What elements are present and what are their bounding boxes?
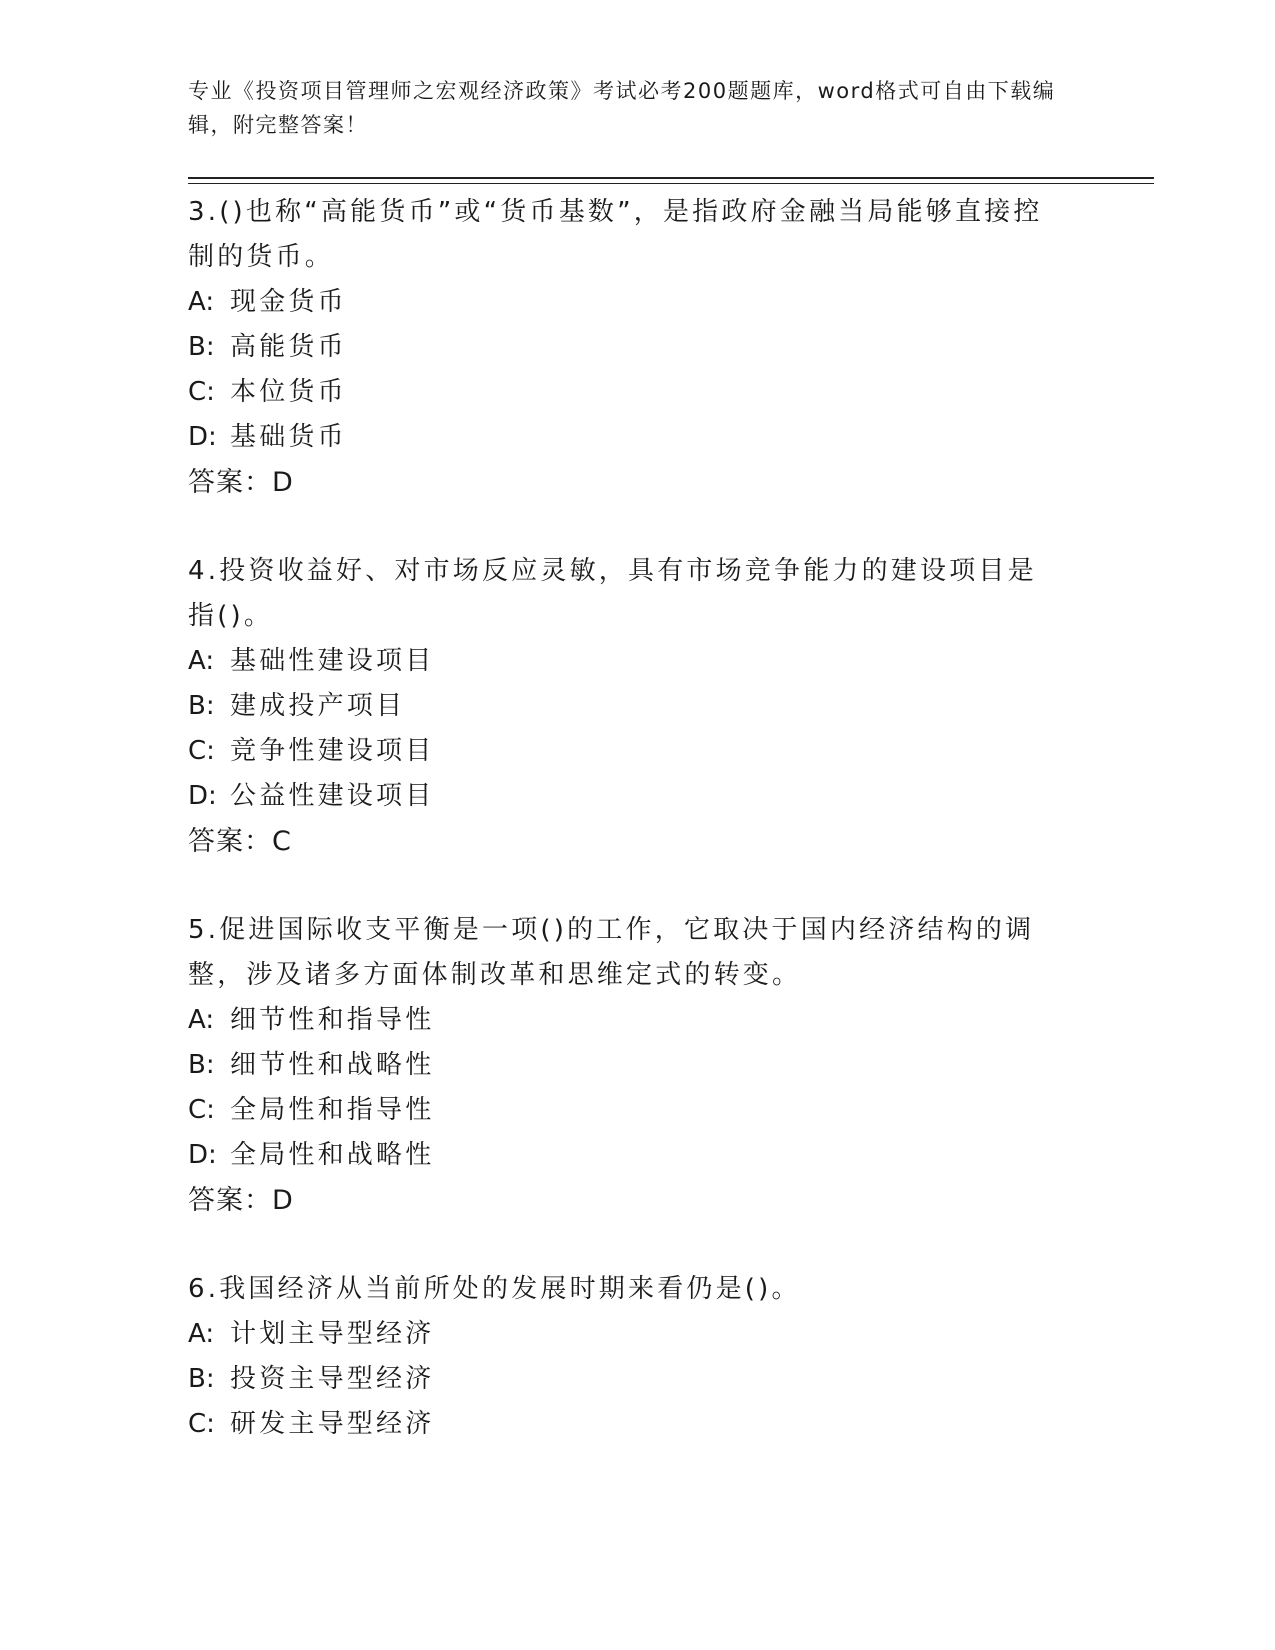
option-c (188, 729, 1088, 774)
option-letter: D: (188, 422, 217, 452)
option-text: 本位货币 (230, 377, 347, 407)
option-d (188, 774, 1088, 819)
option-letter: D: (188, 1140, 217, 1170)
answer-line: 答案：D (188, 1185, 294, 1216)
option-text: 高能货币 (230, 332, 347, 362)
option-c (188, 1402, 1088, 1447)
question-3 (188, 190, 1088, 505)
option-text: 投资主导型经济 (230, 1364, 435, 1394)
option-text: 基础性建设项目 (230, 646, 435, 676)
option-text: 全局性和指导性 (230, 1095, 435, 1125)
option-text: 建成投产项目 (230, 691, 406, 721)
option-c (188, 370, 1088, 415)
option-b (188, 1357, 1088, 1402)
option-letter: C: (188, 1095, 215, 1125)
option-letter: B: (188, 332, 215, 362)
option-a (188, 1312, 1088, 1357)
option-letter: B: (188, 1364, 215, 1394)
option-text: 公益性建设项目 (230, 781, 435, 811)
question-stem: 6.我国经济从当前所处的发展时期来看仍是()。 (188, 1274, 801, 1304)
option-text: 竞争性建设项目 (230, 736, 435, 766)
option-text: 计划主导型经济 (230, 1319, 435, 1349)
option-b (188, 325, 1088, 370)
answer-line: 答案：D (188, 467, 294, 498)
question-4 (188, 549, 1088, 864)
question-stem: 3.()也称“高能货币”或“货币基数”，是指政府金融当局能够直接控制的货币。 (188, 197, 1043, 272)
option-a (188, 280, 1088, 325)
option-letter: A: (188, 287, 215, 317)
header-divider-thick (188, 177, 1154, 179)
question-list (188, 190, 1088, 1491)
option-c (188, 1088, 1088, 1133)
question-6 (188, 1267, 1088, 1447)
option-text: 基础货币 (230, 422, 347, 452)
option-text: 研发主导型经济 (230, 1409, 435, 1439)
option-d (188, 415, 1088, 460)
option-letter: C: (188, 736, 215, 766)
option-letter: A: (188, 1005, 215, 1035)
header-divider-thin (188, 183, 1154, 184)
option-letter: D: (188, 781, 217, 811)
option-text: 细节性和指导性 (230, 1005, 435, 1035)
question-stem: 4.投资收益好、对市场反应灵敏，具有市场竞争能力的建设项目是指()。 (188, 556, 1037, 631)
question-5 (188, 908, 1088, 1223)
option-text: 全局性和战略性 (230, 1140, 435, 1170)
option-a (188, 639, 1088, 684)
option-letter: A: (188, 646, 215, 676)
option-a (188, 998, 1088, 1043)
question-stem: 5.促进国际收支平衡是一项()的工作，它取决于国内经济结构的调整，涉及诸多方面体制改革和思维定式的转变。 (188, 915, 1035, 990)
option-b (188, 684, 1088, 729)
option-letter: B: (188, 1050, 215, 1080)
option-b (188, 1043, 1088, 1088)
option-letter: B: (188, 691, 215, 721)
option-text: 细节性和战略性 (230, 1050, 435, 1080)
document-header: 专业《投资项目管理师之宏观经济政策》考试必考200题题库，word格式可自由下载编辑，附完整答案！ (188, 79, 1056, 137)
option-letter: A: (188, 1319, 215, 1349)
option-letter: C: (188, 1409, 215, 1439)
answer-line: 答案：C (188, 826, 292, 857)
option-text: 现金货币 (230, 287, 347, 317)
option-d (188, 1133, 1088, 1178)
option-letter: C: (188, 377, 215, 407)
